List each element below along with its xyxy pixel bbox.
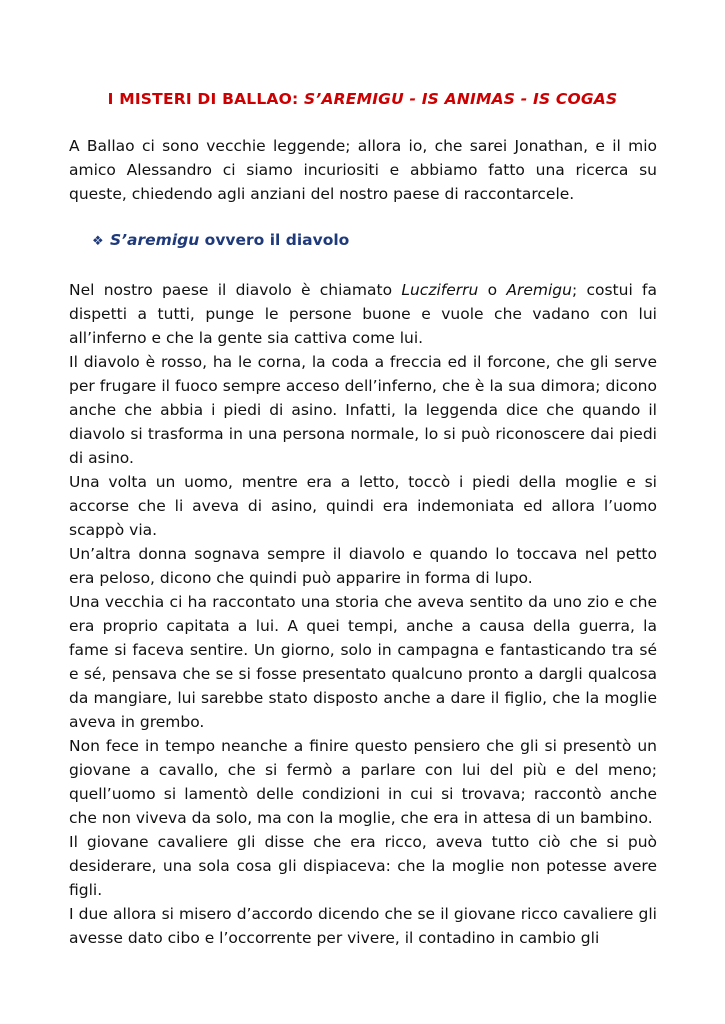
paragraph-5: Una vecchia ci ha raccontato una storia che aveva sentito da uno zio e che era proprio capitata a lui. A quei tempi, anche a causa della guerra, la fame si faceva sentire. Un giorno, solo in campagna e fantasticando tra sé e sé, pensava che se si fosse presentato qualcuno pronto a dargli qualcosa da mangiare, lui sarebbe stato disposto anche a dare il figlio, che la moglie aveva in grembo. [69, 593, 657, 731]
paragraph-1-end: ; costui fa dispetti a tutti, punge le persone buone e vuole che vadano con lui all’inferno e che la gente sia cattiva come lui. [69, 281, 657, 347]
paragraph-4: Un’altra donna sognava sempre il diavolo e quando lo toccava nel petto era peloso, dicono che quindi può apparire in forma di lupo. [69, 545, 657, 587]
title-prefix: I MISTERI DI BALLAO: [107, 90, 299, 108]
devil-name-1: Lucziferru [401, 281, 479, 299]
paragraph-1 [69, 278, 657, 350]
paragraph-6: Non fece in tempo neanche a finire questo pensiero che gli si presentò un giovane a cavallo, che si fermò a parlare con lui del più e del meno; quell’uomo si lamentò delle condizioni in cui si trovava; raccontò anche che non viveva da solo, ma con la moglie, che era in attesa di un bambino. [69, 737, 657, 827]
paragraph-1-start: Nel nostro paese il diavolo è chiamato [69, 281, 393, 299]
section-heading-italic: S’aremigu [110, 231, 200, 249]
paragraph-1-or: o [487, 281, 498, 299]
page-title [0, 90, 725, 108]
paragraph-2: Il diavolo è rosso, ha le corna, la coda a freccia ed il forcone, che gli serve per frugare il fuoco sempre acceso dell’inferno, che è la sua dimora; dicono anche che abbia i piedi di asino. Infatti, la leggenda dice che quando il diavolo si trasforma in una persona normale, lo si può riconoscere dai piedi di asino. [69, 353, 657, 467]
intro-paragraph-block [69, 134, 657, 206]
story-body [69, 278, 657, 950]
section-heading [92, 231, 349, 249]
devil-name-2: Aremigu [506, 281, 572, 299]
title-italic: S’AREMIGU - IS ANIMAS - IS COGAS [304, 90, 618, 108]
section-heading-rest: ovvero il diavolo [204, 231, 350, 249]
intro-paragraph: A Ballao ci sono vecchie leggende; allora io, che sarei Jonathan, e il mio amico Alessandro ci siamo incuriositi e abbiamo fatto una ricerca su queste, chiedendo agli anziani del nostro paese di raccontarcele. [69, 137, 657, 203]
paragraph-3: Una volta un uomo, mentre era a letto, toccò i piedi della moglie e si accorse che li aveva di asino, quindi era indemoniata ed allora l’uomo scappò via. [69, 473, 657, 539]
diamond-bullet-icon: ❖ [92, 234, 104, 249]
paragraph-8: I due allora si misero d’accordo dicendo che se il giovane ricco cavaliere gli avesse dato cibo e l’occorrente per vivere, il contadino in cambio gli [69, 905, 657, 947]
paragraph-7: Il giovane cavaliere gli disse che era ricco, aveva tutto ciò che si può desiderare, una sola cosa gli dispiaceva: che la moglie non potesse avere figli. [69, 833, 657, 899]
